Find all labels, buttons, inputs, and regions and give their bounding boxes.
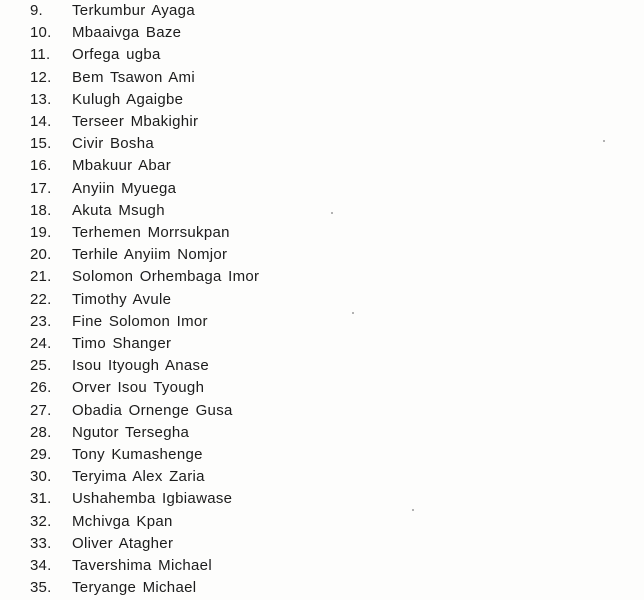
list-item (0, 555, 600, 577)
item-name: Ngutor Tersegha (72, 423, 190, 441)
item-name: Mchivga Kpan (72, 512, 173, 530)
item-name: Teryange Michael (72, 579, 197, 597)
list-item (0, 466, 600, 488)
item-name: Timo Shanger (72, 335, 172, 352)
list-item (0, 44, 600, 66)
item-number: 11. (30, 46, 51, 64)
list-item (0, 67, 600, 89)
list-item (0, 0, 600, 22)
list-item (0, 89, 600, 111)
item-name: Isou Ityough Anase (72, 357, 209, 375)
item-name: Terseer Mbakighir (72, 113, 199, 130)
item-number: 34. (30, 557, 52, 574)
list-item (0, 533, 600, 555)
item-number: 27. (30, 401, 52, 419)
item-name: Timothy Avule (72, 290, 172, 308)
item-name: Ushahemba Igbiawase (72, 490, 233, 508)
list-item (0, 111, 600, 133)
list-item (0, 222, 600, 244)
item-number: 25. (30, 357, 52, 375)
list-item (0, 22, 600, 44)
list-item (0, 133, 600, 155)
item-name: Tony Kumashenge (72, 446, 203, 463)
item-number: 32. (30, 512, 52, 530)
item-number: 26. (30, 379, 52, 397)
item-name: Mbaaivga Baze (72, 24, 182, 42)
item-name: Tavershima Michael (72, 557, 212, 574)
item-number: 22. (30, 290, 52, 308)
item-number: 35. (30, 579, 52, 597)
item-number: 21. (30, 268, 52, 286)
list-item (0, 155, 600, 177)
item-name: Bem Tsawon Ami (72, 68, 195, 86)
item-name: Solomon Orhembaga Imor (72, 268, 260, 286)
list-item (0, 377, 600, 399)
item-number: 18. (30, 201, 52, 219)
item-name: Obadia Ornenge Gusa (72, 401, 233, 419)
list-item (0, 488, 600, 510)
scan-speck (603, 140, 605, 142)
item-name: Oliver Atagher (72, 534, 174, 552)
item-number: 29. (30, 446, 52, 463)
list-item (0, 400, 600, 422)
list-item (0, 266, 600, 288)
item-number: 16. (30, 157, 52, 175)
item-number: 15. (30, 135, 52, 153)
item-name: Akuta Msugh (72, 201, 165, 219)
item-name: Fine Solomon Imor (72, 312, 208, 330)
list-item (0, 444, 600, 466)
list-item (0, 178, 600, 200)
item-number: 23. (30, 312, 52, 330)
item-name: Terhemen Morrsukpan (72, 224, 230, 241)
item-name: Terhile Anyiim Nomjor (72, 246, 228, 264)
item-number: 9. (30, 2, 43, 19)
item-name: Terkumbur Ayaga (72, 2, 195, 19)
list-item (0, 244, 600, 266)
scan-speck (331, 212, 333, 214)
item-number: 20. (30, 246, 52, 264)
list-item (0, 200, 600, 222)
scan-speck (412, 509, 414, 511)
item-number: 24. (30, 335, 52, 352)
item-number: 28. (30, 423, 52, 441)
scan-speck (352, 312, 354, 314)
item-number: 17. (30, 179, 52, 197)
list-item (0, 511, 600, 533)
item-number: 30. (30, 468, 52, 486)
item-name: Orfega ugba (72, 46, 161, 64)
item-number: 13. (30, 90, 52, 108)
item-number: 12. (30, 68, 52, 86)
item-name: Mbakuur Abar (72, 157, 171, 175)
item-number: 19. (30, 224, 52, 241)
item-name: Civir Bosha (72, 135, 154, 153)
item-name: Anyiin Myuega (72, 179, 177, 197)
list-item (0, 289, 600, 311)
item-number: 10. (30, 24, 52, 42)
item-number: 33. (30, 534, 52, 552)
item-name: Kulugh Agaigbe (72, 90, 184, 108)
list-item (0, 355, 600, 377)
list-item (0, 311, 600, 333)
item-number: 14. (30, 113, 52, 130)
item-number: 31. (30, 490, 52, 508)
item-name: Teryima Alex Zaria (72, 468, 205, 486)
list-item (0, 577, 600, 599)
list-item (0, 422, 600, 444)
item-name: Orver Isou Tyough (72, 379, 205, 397)
list-item (0, 333, 600, 355)
